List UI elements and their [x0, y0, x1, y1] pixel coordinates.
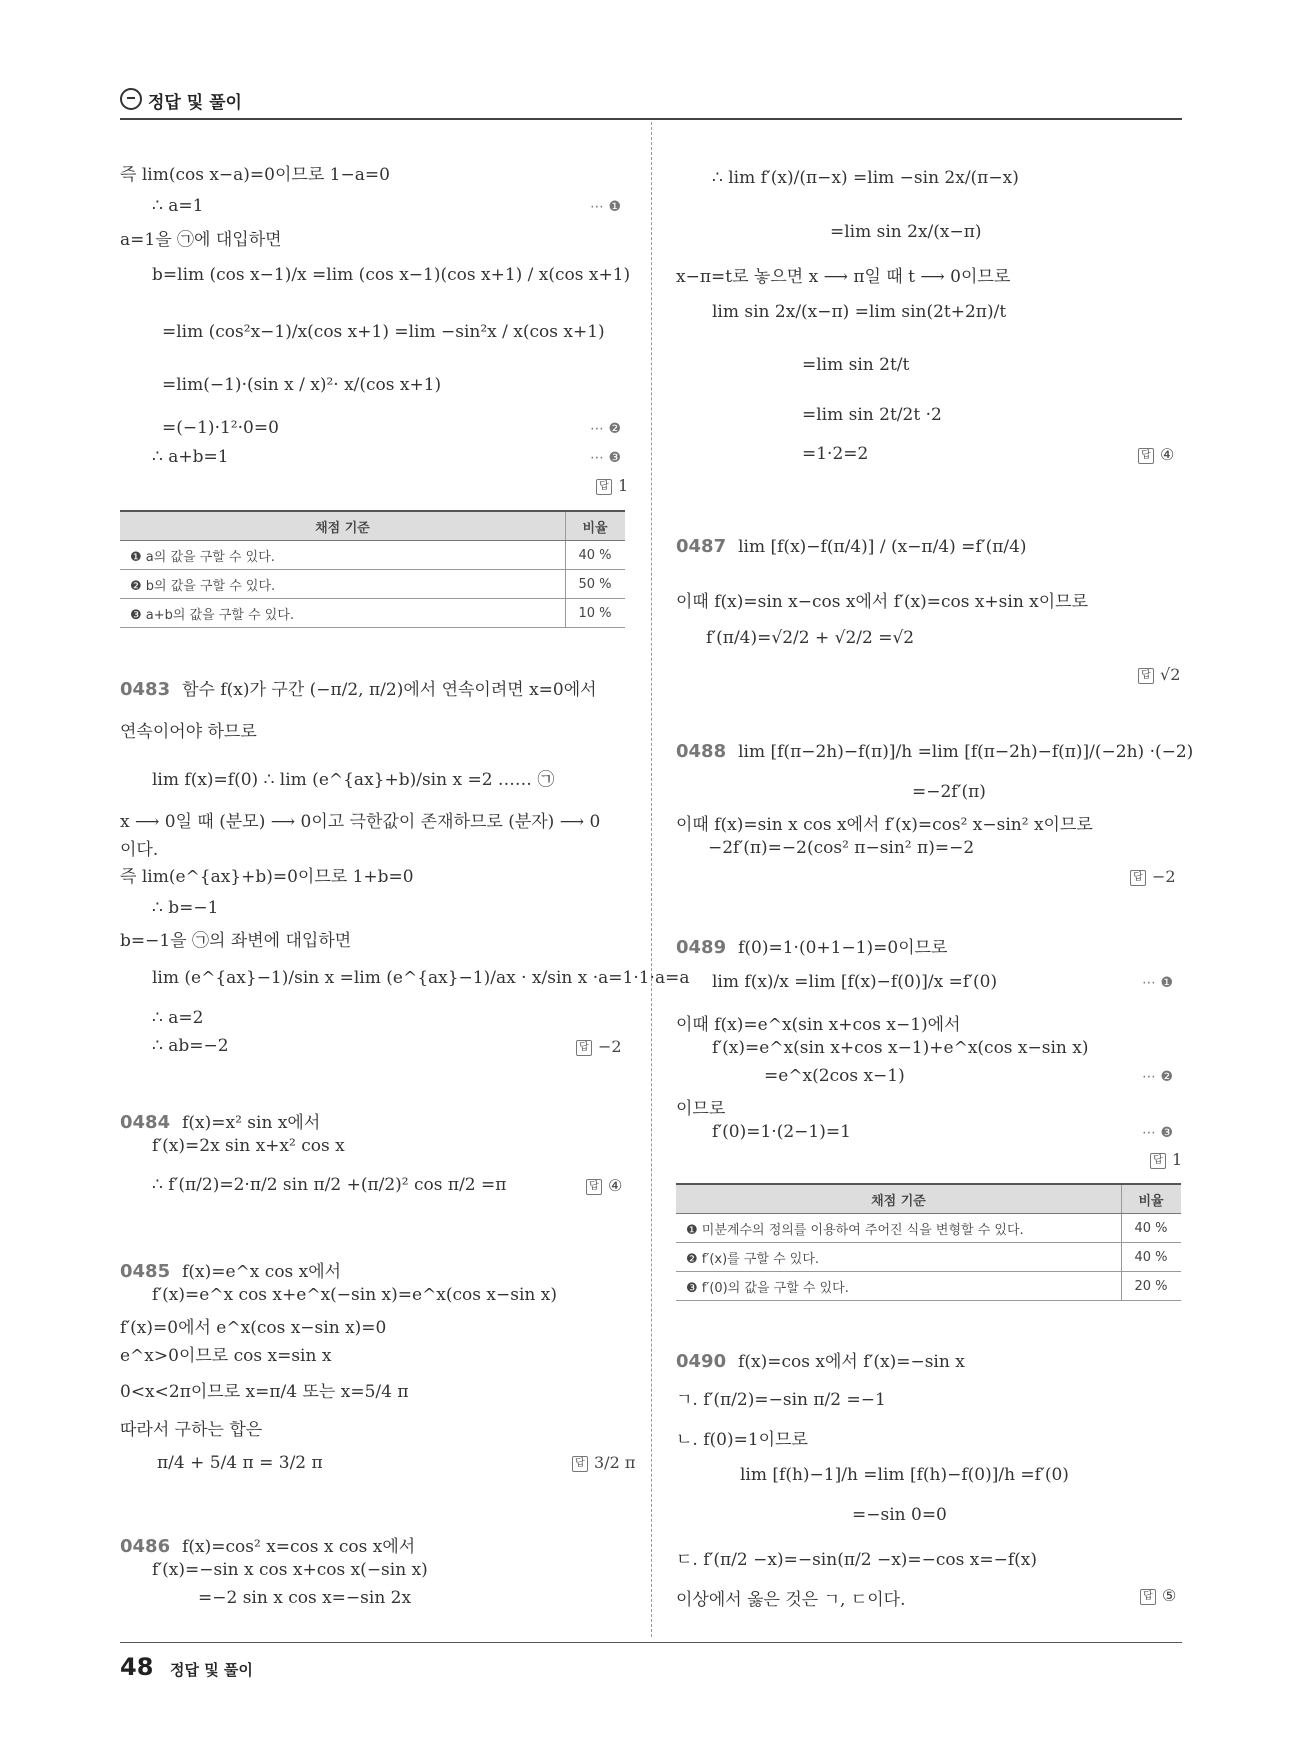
left-line-3: a=1을 ㉠에 대입하면: [120, 230, 282, 250]
problem-0483-line-7: ∴ b=−1: [152, 898, 219, 918]
answer-value: 3/2 π: [594, 1453, 636, 1472]
problem-0490-line-6: ㄷ. f′(π/2 −x)=−sin(π/2 −x)=−cos x=−f(x): [676, 1550, 1038, 1570]
problem-number: 0489: [676, 937, 727, 958]
table-row: [676, 1272, 1181, 1301]
problem-0483-line-3: lim f(x)=f(0) ∴ lim (e^{ax}+b)/sin x =2 …… ㉠: [152, 770, 555, 790]
step-mark-1: ⋯ ❶: [590, 199, 622, 215]
table-header-ratio: 비율: [1122, 1184, 1182, 1214]
problem-0487-line-3: f′(π/4)=√2/2 + √2/2 =√2: [706, 628, 915, 648]
answer-value: ④: [1160, 445, 1175, 464]
problem-text: 함수 f(x)가 구간 (−π/2, π/2)에서 연속이려면 x=0에서: [182, 680, 597, 700]
problem-0487-line-2: 이때 f(x)=sin x−cos x에서 f′(x)=cos x+sin x이므로: [676, 592, 1089, 612]
answer-badge-icon: 답: [1140, 1589, 1156, 1605]
table-cell: 20 %: [1122, 1272, 1182, 1301]
table-row: [676, 1214, 1181, 1243]
table-row: [120, 541, 625, 570]
problem-0483-line-4: x ⟶ 0일 때 (분모) ⟶ 0이고 극한값이 존재하므로 (분자) ⟶ 0: [120, 812, 601, 832]
problem-number: 0484: [120, 1112, 171, 1133]
problem-text: lim [f(x)−f(π/4)] / (x−π/4) =f′(π/4): [738, 537, 1027, 557]
problem-0490-line-5: =−sin 0=0: [852, 1505, 947, 1525]
problem-0484-line-1: [120, 1108, 320, 1133]
answer-value: −2: [1152, 867, 1176, 886]
table-cell: 10 %: [566, 599, 626, 628]
problem-number: 0486: [120, 1536, 171, 1557]
problem-0489-line-5: =e^x(2cos x−1): [764, 1066, 905, 1086]
problem-0485-line-1: [120, 1257, 341, 1282]
problem-0483-line-6: 즉 lim(e^{ax}+b)=0이므로 1+b=0: [120, 867, 414, 887]
answer-badge-icon: 답: [586, 1179, 602, 1195]
problem-0485-line-4: e^x>0이므로 cos x=sin x: [120, 1346, 332, 1366]
problem-0485-line-2: f′(x)=e^x cos x+e^x(−sin x)=e^x(cos x−sin x): [152, 1285, 557, 1305]
page-number: 48: [120, 1653, 154, 1681]
problem-0485-line-6: 따라서 구하는 합은: [120, 1420, 263, 1440]
problem-number: 0490: [676, 1351, 727, 1372]
problem-0489-line-2: lim f(x)/x =lim [f(x)−f(0)]/x =f′(0): [712, 972, 998, 992]
problem-0483-line-8: b=−1을 ㉠의 좌변에 대입하면: [120, 931, 352, 951]
problem-0490-line-4: lim [f(h)−1]/h =lim [f(h)−f(0)]/h =f′(0): [740, 1465, 1069, 1485]
left-line-8: ∴ a+b=1: [152, 447, 229, 467]
answer-badge-icon: 답: [1130, 870, 1146, 886]
step-mark-3: ⋯ ❸: [1142, 1125, 1174, 1141]
table-cell: 40 %: [566, 541, 626, 570]
answer-right-top: [1138, 445, 1174, 464]
table-cell: ❶ a의 값을 구할 수 있다.: [120, 541, 566, 570]
problem-0485-line-7: π/4 + 5/4 π = 3/2 π: [157, 1453, 323, 1473]
problem-0488-line-1: [676, 741, 1193, 762]
footer-title: 정답 및 풀이: [170, 1661, 253, 1679]
problem-0483-line-9: lim (e^{ax}−1)/sin x =lim (e^{ax}−1)/ax · x/sin x ·a=1·1·a=a: [152, 968, 690, 988]
problem-text: f(0)=1·(0+1−1)=0이므로: [738, 938, 948, 958]
right-line-4: lim sin 2x/(x−π) =lim sin(2t+2π)/t: [712, 302, 1007, 322]
problem-0488-line-2: =−2f′(π): [912, 782, 986, 802]
face-logo-icon: [120, 88, 142, 110]
problem-0490-line-2: ㄱ. f′(π/2)=−sin π/2 =−1: [676, 1390, 886, 1410]
problem-0489-line-7: f′(0)=1·(2−1)=1: [712, 1122, 851, 1142]
left-line-1: 즉 lim(cos x−a)=0이므로 1−a=0: [120, 165, 390, 185]
answer-0487: [1138, 665, 1180, 684]
problem-0489-line-4: f′(x)=e^x(sin x+cos x−1)+e^x(cos x−sin x): [712, 1038, 1089, 1058]
left-line-2: ∴ a=1: [152, 196, 204, 216]
right-line-6: =lim sin 2t/2t ·2: [802, 405, 942, 425]
problem-0490-line-7: 이상에서 옳은 것은 ㄱ, ㄷ이다.: [676, 1590, 906, 1610]
problem-0486-line-3: =−2 sin x cos x=−sin 2x: [198, 1588, 412, 1608]
problem-text: f(x)=cos² x=cos x cos x에서: [182, 1537, 416, 1557]
problem-0486-line-2: f′(x)=−sin x cos x+cos x(−sin x): [152, 1560, 428, 1580]
answer-0489: [1150, 1150, 1182, 1169]
problem-0483-line-1: [120, 675, 597, 700]
answer-badge-icon: 답: [1138, 668, 1154, 684]
answer-0490: [1140, 1586, 1176, 1605]
answer-0488: [1130, 867, 1176, 886]
problem-number: 0488: [676, 741, 727, 762]
problem-0483-line-10: ∴ a=2: [152, 1008, 204, 1028]
left-line-6: =lim(−1)·(sin x / x)²· x/(cos x+1): [162, 375, 442, 395]
problem-0489-line-3: 이때 f(x)=e^x(sin x+cos x−1)에서: [676, 1015, 961, 1035]
grading-table-1: [120, 510, 625, 628]
table-cell: ❸ f′(0)의 값을 구할 수 있다.: [676, 1272, 1122, 1301]
table-header-ratio: 비율: [566, 511, 626, 541]
problem-number: 0483: [120, 679, 171, 700]
grading-table-2: [676, 1183, 1181, 1301]
problem-text: f(x)=e^x cos x에서: [182, 1262, 342, 1282]
answer-value: ⑤: [1162, 1586, 1177, 1605]
right-line-2: =lim sin 2x/(x−π): [830, 222, 982, 242]
problem-0483-line-2: 연속이어야 하므로: [120, 722, 257, 742]
step-mark-2: ⋯ ❷: [1142, 1069, 1174, 1085]
step-mark-3: ⋯ ❸: [590, 450, 622, 466]
table-cell: ❶ 미분계수의 정의를 이용하여 주어진 식을 변형할 수 있다.: [676, 1214, 1122, 1243]
column-divider: [651, 122, 652, 1637]
table-cell: ❷ b의 값을 구할 수 있다.: [120, 570, 566, 599]
answer-value: √2: [1160, 665, 1181, 684]
answer-0484: [586, 1176, 622, 1195]
answer-1: [596, 476, 628, 495]
problem-0485-line-3: f′(x)=0에서 e^x(cos x−sin x)=0: [120, 1318, 387, 1338]
footer-rule: [120, 1642, 1182, 1643]
left-line-5: =lim (cos²x−1)/x(cos x+1) =lim −sin²x / x(cos x+1): [162, 322, 605, 342]
right-line-3: x−π=t로 놓으면 x ⟶ π일 때 t ⟶ 0이므로: [676, 267, 1011, 287]
problem-0489-line-6: 이므로: [676, 1099, 726, 1119]
problem-0483-line-5: 이다.: [120, 840, 159, 860]
problem-text: lim [f(π−2h)−f(π)]/h =lim [f(π−2h)−f(π)]/(−2h) ·(−2): [738, 742, 1194, 762]
header-title: 정답 및 풀이: [148, 93, 242, 113]
left-line-4: b=lim (cos x−1)/x =lim (cos x−1)(cos x+1) / x(cos x+1): [152, 265, 631, 285]
problem-0490-line-3: ㄴ. f(0)=1이므로: [676, 1430, 808, 1450]
page-header: [120, 88, 1182, 120]
answer-value: 1: [1172, 1150, 1183, 1169]
problem-text: f(x)=cos x에서 f′(x)=−sin x: [738, 1352, 965, 1372]
table-header-criteria: 채점 기준: [120, 511, 566, 541]
table-cell: 50 %: [566, 570, 626, 599]
problem-0483-line-11: ∴ ab=−2: [152, 1036, 229, 1056]
answer-value: 1: [618, 476, 629, 495]
answer-0483: [576, 1037, 622, 1056]
problem-0489-line-1: [676, 933, 947, 958]
problem-text: f(x)=x² sin x에서: [182, 1113, 321, 1133]
table-row: [120, 599, 625, 628]
step-mark-2: ⋯ ❷: [590, 421, 622, 437]
answer-badge-icon: 답: [1138, 448, 1154, 464]
problem-0484-line-2: f′(x)=2x sin x+x² cos x: [152, 1136, 345, 1156]
answer-badge-icon: 답: [572, 1456, 588, 1472]
right-line-7: =1·2=2: [802, 444, 869, 464]
answer-value: −2: [598, 1037, 622, 1056]
problem-0486-line-1: [120, 1532, 415, 1557]
problem-0487-line-1: [676, 536, 1027, 557]
table-cell: ❸ a+b의 값을 구할 수 있다.: [120, 599, 566, 628]
table-cell: 40 %: [1122, 1243, 1182, 1272]
problem-0488-line-3: 이때 f(x)=sin x cos x에서 f′(x)=cos² x−sin² x이므로: [676, 815, 1093, 835]
problem-0485-line-5: 0<x<2π이므로 x=π/4 또는 x=5/4 π: [120, 1382, 409, 1402]
right-line-1: ∴ lim f′(x)/(π−x) =lim −sin 2x/(π−x): [712, 168, 1019, 188]
answer-value: ④: [608, 1176, 623, 1195]
table-header-criteria: 채점 기준: [676, 1184, 1122, 1214]
table-cell: ❷ f′(x)를 구할 수 있다.: [676, 1243, 1122, 1272]
problem-0488-line-4: −2f′(π)=−2(cos² π−sin² π)=−2: [708, 838, 975, 858]
step-mark-1: ⋯ ❶: [1142, 975, 1174, 991]
answer-badge-icon: 답: [1150, 1153, 1166, 1169]
answer-badge-icon: 답: [596, 479, 612, 495]
table-cell: 40 %: [1122, 1214, 1182, 1243]
left-line-7: =(−1)·1²·0=0: [162, 418, 279, 438]
table-row: [120, 570, 625, 599]
right-line-5: =lim sin 2t/t: [802, 355, 910, 375]
problem-0484-line-3: ∴ f′(π/2)=2·π/2 sin π/2 +(π/2)² cos π/2 =π: [152, 1175, 507, 1195]
answer-0485: [572, 1453, 635, 1472]
table-row: [676, 1243, 1181, 1272]
problem-number: 0485: [120, 1261, 171, 1282]
answer-badge-icon: 답: [576, 1040, 592, 1056]
problem-number: 0487: [676, 536, 727, 557]
problem-0490-line-1: [676, 1347, 965, 1372]
